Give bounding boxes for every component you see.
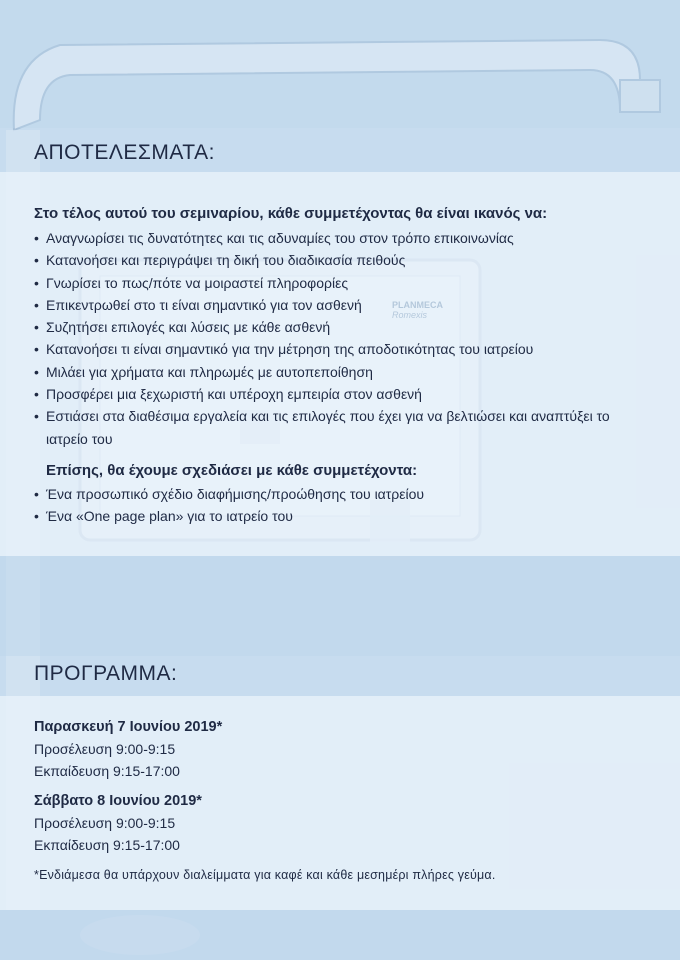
monitor-brand-sub: Romexis (392, 310, 428, 320)
day-arrival: Προσέλευση 9:00-9:15 (34, 815, 176, 831)
results-bullet: • Αναγνωρίσει τις δυνατότητες και τις αδυναμίες του στον τρόπο επικοινωνίας (34, 227, 654, 249)
results-bullet: • Ένα «One page plan» για το ιατρείο του (34, 505, 654, 527)
results-section (34, 204, 654, 528)
results-bullet: • Γνωρίσει το πως/πότε να μοιραστεί πληροφορίες (34, 272, 654, 294)
day-arrival: Προσέλευση 9:00-9:15 (34, 741, 176, 757)
results-bullet-list-2 (34, 483, 654, 528)
day-training: Εκπαίδευση 9:15-17:00 (34, 837, 180, 853)
results-bullet: • Κατανοήσει και περιγράψει τη δική του διαδικασία πειθούς (34, 249, 654, 271)
results-bullet: • Εστιάσει στα διαθέσιμα εργαλεία και τις επιλογές που έχει για να βελτιώσει και αναπτύξει το ιατρείο του (34, 405, 646, 450)
middle-band (0, 556, 680, 656)
program-section (34, 716, 654, 882)
results-bullet-list (34, 227, 654, 450)
bottom-band (0, 910, 680, 960)
top-band (0, 0, 680, 128)
day-title: Παρασκευή 7 Ιουνίου 2019* (34, 719, 223, 735)
results-heading: ΑΠΟΤΕΛΕΣΜΑΤΑ: (34, 141, 215, 164)
results-bullet: • Συζητήσει επιλογές και λύσεις με κάθε ασθενή (34, 316, 654, 338)
results-lead: Στο τέλος αυτού του σεμιναρίου, κάθε συμμετέχοντας θα είναι ικανός να: (34, 205, 548, 222)
results-lead-2: Επίσης, θα έχουμε σχεδιάσει με κάθε συμμετέχοντα: (46, 461, 418, 479)
program-day (34, 716, 654, 782)
results-bullet: • Κατανοήσει τι είναι σημαντικό για την μέτρηση της αποδοτικότητας του ιατρείου (34, 338, 654, 360)
monitor-brand-name: PLANMECA (392, 300, 443, 310)
results-bullet: • Ένα προσωπικό σχέδιο διαφήμισης/προώθησης του ιατρείου (34, 483, 654, 505)
day-title: Σάββατο 8 Ιουνίου 2019* (34, 793, 202, 809)
day-training: Εκπαίδευση 9:15-17:00 (34, 763, 180, 779)
results-bullet: • Επικεντρωθεί στο τι είναι σημαντικό για τον ασθενή (34, 294, 654, 316)
program-footnote: *Ενδιάμεσα θα υπάρχουν διαλείμματα για καφέ και κάθε μεσημέρι πλήρες γεύμα. (34, 868, 496, 882)
results-bullet: • Προσφέρει μια ξεχωριστή και υπέροχη εμπειρία στον ασθενή (34, 383, 654, 405)
program-day (34, 790, 654, 856)
results-bullet: • Μιλάει για χρήματα και πληρωμές με αυτοπεποίθηση (34, 361, 654, 383)
program-heading: ΠΡΟΓΡΑΜΜΑ: (34, 662, 178, 685)
